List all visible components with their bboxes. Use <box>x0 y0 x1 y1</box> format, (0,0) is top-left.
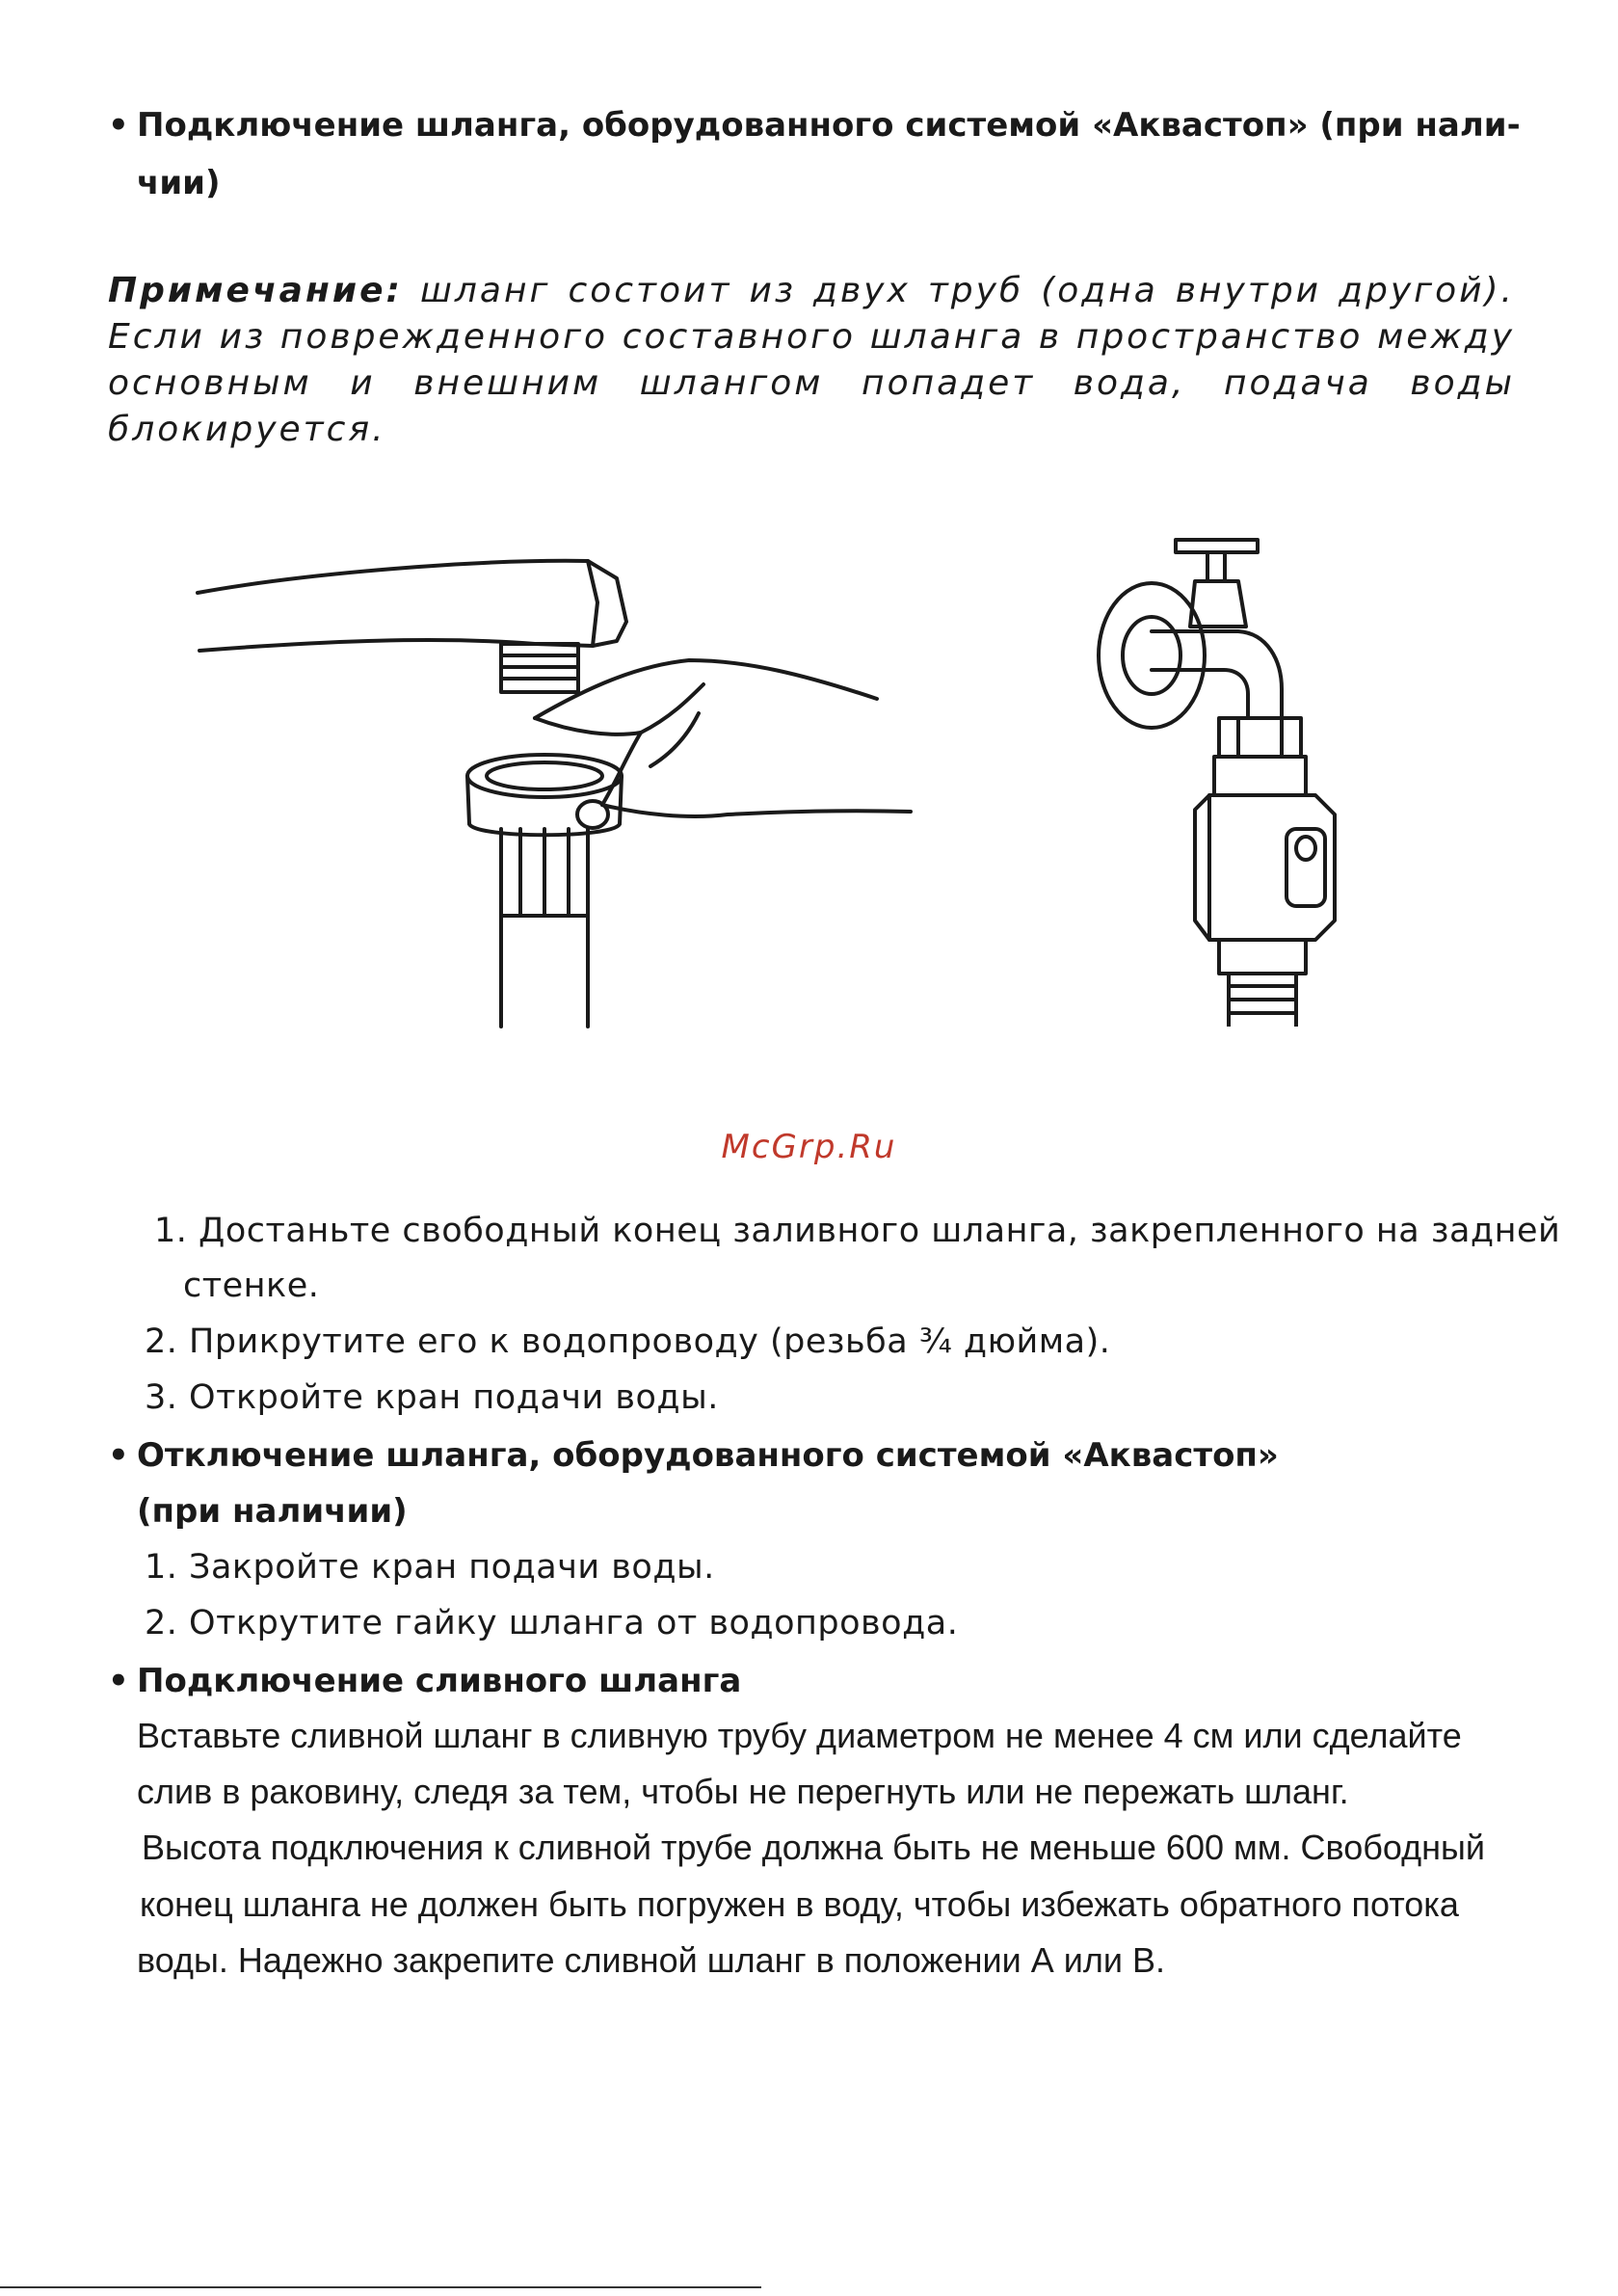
heading-line-2: (при наличии) <box>137 1492 408 1531</box>
heading-line-1: Отключение шланга, оборудованного системой «Аквастоп» <box>137 1436 1279 1475</box>
heading-title: Подключение сливного шланга <box>137 1662 742 1700</box>
drain-paragraph-line-1: Вставьте сливной шланг в сливную трубу диаметром не менее 4 см или сделайте <box>137 1716 1462 1755</box>
heading-line-2: чии) <box>137 164 221 202</box>
drain-paragraph-line-5: воды. Надежно закрепите сливной шланг в положении А или В. <box>137 1940 1166 1980</box>
drain-paragraph-line-4: конец шланга не должен быть погружен в воду, чтобы избежать обратного потока <box>140 1884 1459 1924</box>
note-label: Примечание: <box>108 271 403 310</box>
drain-paragraph-line-2: слив в раковину, следя за тем, чтобы не перегнуть или не пережать шланг. <box>137 1772 1349 1811</box>
section-heading-drain-hose <box>108 1652 741 1710</box>
watermark: McGrp.Ru <box>721 1128 897 1166</box>
step-3: 3. Откройте кран подачи воды. <box>145 1378 719 1417</box>
footer-divider <box>0 2286 761 2288</box>
drain-paragraph-line-3: Высота подключения к сливной трубе должна быть не меньше 600 мм. Свободный <box>142 1828 1485 1867</box>
step-2: 2. Прикрутите его к водопроводу (резьба ¾ дюйма). <box>145 1322 1111 1361</box>
bullet-icon: • <box>108 106 129 145</box>
bullet-icon: • <box>108 1662 129 1700</box>
disconnect-step-2: 2. Открутите гайку шланга от водопровода. <box>145 1604 959 1642</box>
note-text: шланг состоит из двух труб (одна внутри другой). Если из поврежденного составного шланга в пространство между основным и внешним шлангом попадет вода, подача воды блокируется. <box>108 271 1515 449</box>
step-1-line-2: стенке. <box>183 1267 320 1305</box>
section-heading-aquastop-connect <box>108 96 1521 154</box>
disconnect-step-1: 1. Закройте кран подачи воды. <box>145 1548 715 1587</box>
note-paragraph <box>108 268 1515 453</box>
step-1-line-1: 1. Достаньте свободный конец заливного шланга, закрепленного на задней <box>154 1212 1561 1250</box>
aquastop-valve-illustration <box>1094 525 1364 1027</box>
bullet-icon: • <box>108 1436 129 1475</box>
faucet-hand-illustration <box>188 540 920 1041</box>
section-heading-aquastop-disconnect <box>108 1427 1279 1484</box>
heading-line-1: Подключение шланга, оборудованного системой «Аквастоп» (при нали- <box>137 106 1521 145</box>
